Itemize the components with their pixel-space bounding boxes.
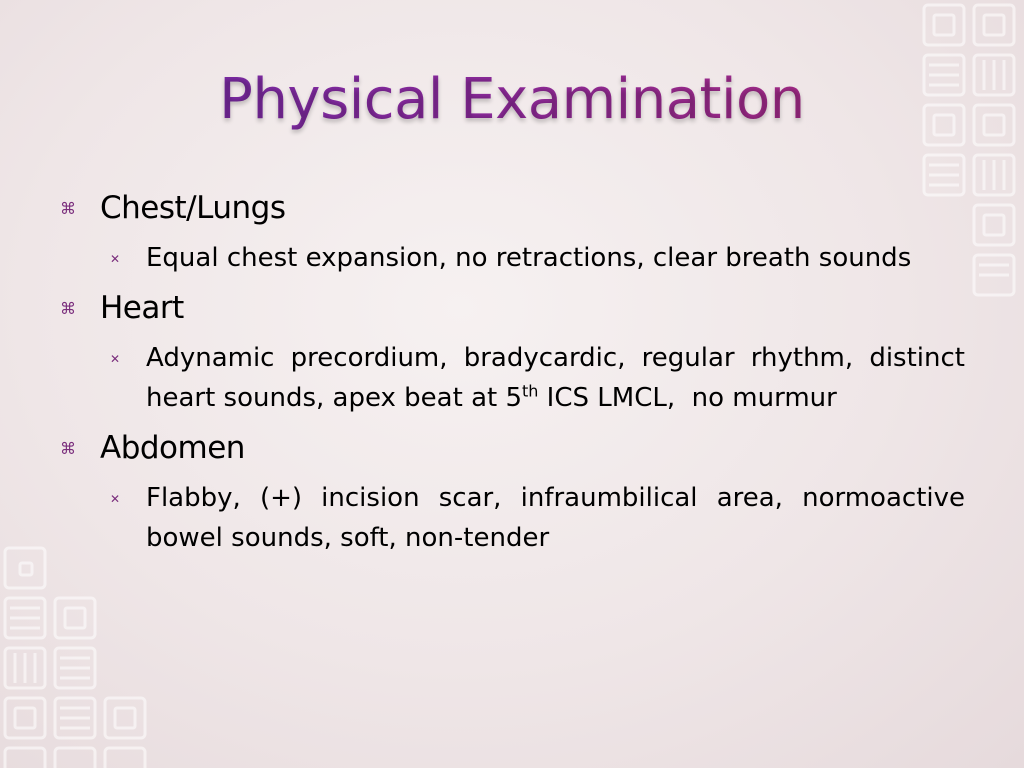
section-heart — [60, 286, 965, 418]
bullet-level2 — [110, 238, 965, 278]
section-abdomen — [60, 426, 965, 558]
slide-content — [60, 186, 965, 566]
section-details-part: ICS LMCL, no murmur — [538, 383, 837, 413]
decorative-tile-pattern — [0, 538, 150, 768]
ordinal-superscript: th — [522, 381, 539, 401]
multiplication-x-icon: ✕ — [110, 492, 121, 506]
bullet-level1 — [60, 186, 965, 230]
multiplication-x-icon: ✕ — [110, 252, 121, 266]
section-chest-lungs — [60, 186, 965, 278]
place-of-interest-icon: ⌘ — [60, 199, 76, 218]
section-heading: Chest/Lungs — [100, 190, 286, 226]
place-of-interest-icon: ⌘ — [60, 299, 76, 318]
bullet-level2 — [110, 478, 965, 558]
section-details — [146, 338, 965, 418]
bullet-level2 — [110, 338, 965, 418]
section-details-part: Adynamic precordium, bradycardic, regular rhythm, distinct heart sounds, apex beat at 5 — [146, 343, 965, 413]
slide-title: Physical Examination — [0, 60, 1024, 140]
multiplication-x-icon: ✕ — [110, 352, 121, 366]
bullet-level1 — [60, 286, 965, 330]
section-heading: Abdomen — [100, 430, 245, 466]
section-details: Equal chest expansion, no retractions, clear breath sounds — [146, 243, 912, 273]
section-heading: Heart — [100, 290, 184, 326]
section-details: Flabby, (+) incision scar, infraumbilical area, normoactive bowel sounds, soft, non-tender — [146, 483, 965, 553]
place-of-interest-icon: ⌘ — [60, 439, 76, 458]
bullet-level1 — [60, 426, 965, 470]
